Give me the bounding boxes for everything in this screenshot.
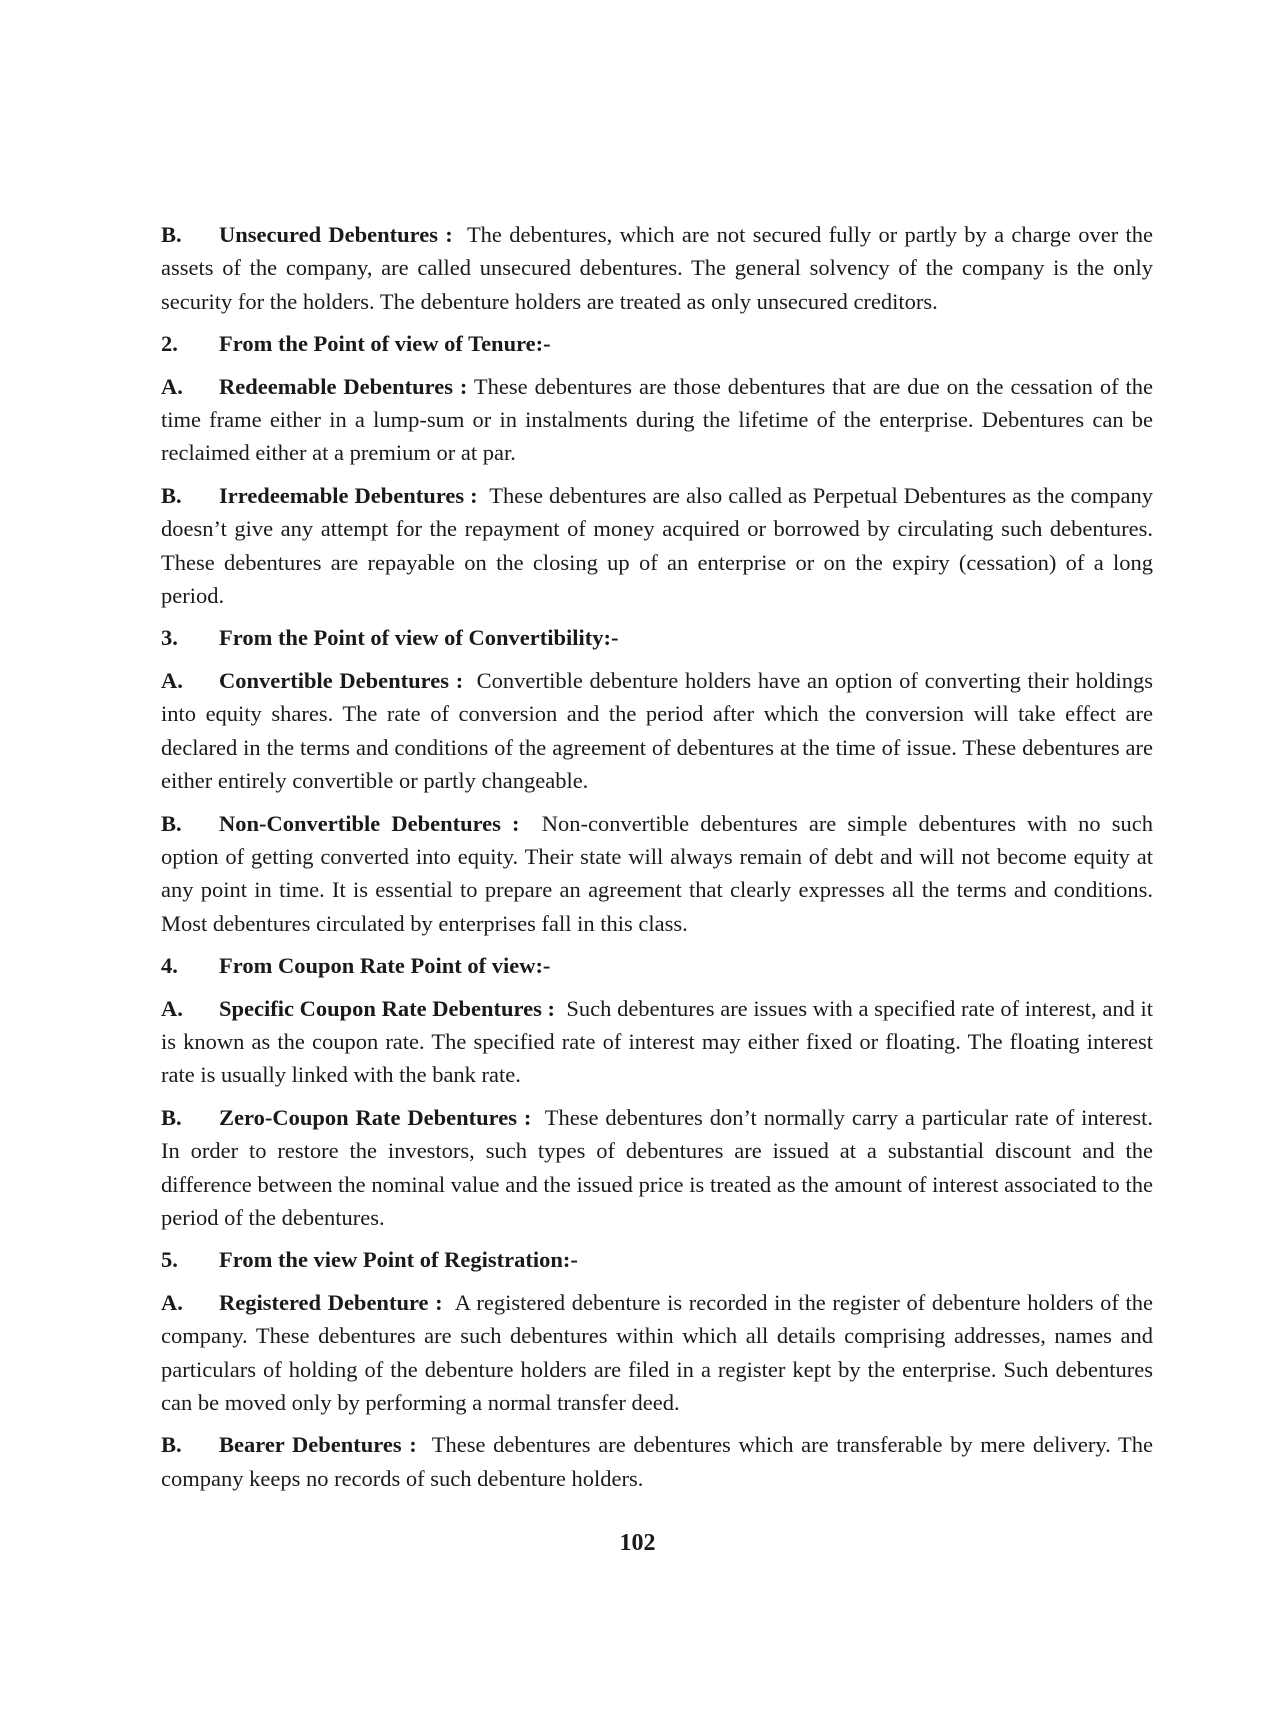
term-heading: Unsecured Debentures : <box>219 222 453 247</box>
term-heading: Registered Debenture : <box>219 1289 443 1315</box>
term-heading: Redeemable Debentures : <box>219 373 468 399</box>
paragraph-text: Convertible debenture holders have an option of converting their holdings into equity shares. The rate of conversion and the period after which the conversion will take effect are declared in the terms and conditions of the agreement of debentures at the time of issue. These debentures are either entirely convertible or partly changeable. <box>161 667 1153 794</box>
paragraph-text: These debentures are debentures which are transferable by mere delivery. The company keeps no records of such debenture holders. <box>161 1432 1154 1491</box>
paragraph-text: Non-convertible debentures are simple debentures with no such option of getting converted into equity. Their state will always remain of debt and will not become equity at any point in time. It is essential to prepare an agreement that clearly expresses all the terms and conditions. Most debentures circulated by enterprises fall in this class. <box>161 810 1153 936</box>
item-label: B. <box>161 810 182 836</box>
term-heading: Convertible Debentures : <box>219 667 464 693</box>
paragraph-redeemable-debentures <box>161 370 1153 470</box>
section-title: From the view Point of Registration:- <box>219 1247 578 1273</box>
paragraph-convertible-debentures <box>161 664 1153 798</box>
paragraph-text: These debentures are those debentures that are due on the cessation of the time frame either in a lump-sum or in instalments during the lifetime of the enterprise. Debentures can be reclaimed either at a premium or at par. <box>161 373 1153 466</box>
section-title: From the Point of view of Tenure:- <box>219 331 551 357</box>
section-number: 2. <box>161 331 178 357</box>
paragraph-specific-coupon-rate-debentures <box>161 992 1153 1092</box>
paragraph-unsecured-debentures <box>161 218 1153 318</box>
term-heading: Irredeemable Debentures : <box>219 482 478 508</box>
paragraph-text: A registered debenture is recorded in the register of debenture holders of the company. These debentures are such debentures within which all details comprising addresses, names and particulars of holding of the debenture holders are filed in a register kept by the enterprise. Such debentures can be moved only by performing a normal transfer deed. <box>161 1289 1153 1415</box>
item-label: A. <box>161 667 183 693</box>
section-heading-coupon-rate <box>161 949 1153 982</box>
paragraph-text: These debentures are also called as Perpetual Debentures as the company doesn’t give any attempt for the repayment of money acquired or borrowed by circulating such debentures. These debentures are repayable on the closing up of an enterprise or on the expiry (cessation) of a long period. <box>161 482 1153 609</box>
item-label: B. <box>161 1104 182 1130</box>
page-body <box>161 218 1153 1504</box>
item-label: A. <box>161 995 183 1021</box>
section-heading-registration <box>161 1243 1153 1276</box>
paragraph-irredeemable-debentures <box>161 479 1153 613</box>
page-number: 102 <box>619 1530 656 1556</box>
section-title: From the Point of view of Convertibility:- <box>219 625 619 651</box>
item-label: B. <box>161 1432 182 1458</box>
section-title: From Coupon Rate Point of view:- <box>219 953 551 979</box>
section-number: 4. <box>161 953 178 979</box>
paragraph-text: These debentures don’t normally carry a particular rate of interest. In order to restore the investors, such types of debentures are issued at a substantial discount and the difference between the nominal value and the issued price is treated as the amount of interest associated to the period of the debentures. <box>161 1104 1153 1230</box>
section-heading-tenure <box>161 327 1153 360</box>
paragraph-text: The debentures, which are not secured fully or partly by a charge over the assets of the company, are called unsecured debentures. The general solvency of the company is the only security for the holders. The debenture holders are treated as only unsecured creditors. <box>161 222 1153 314</box>
paragraph-bearer-debentures <box>161 1428 1153 1495</box>
item-label: A. <box>161 373 183 399</box>
term-heading: Zero-Coupon Rate Debentures : <box>219 1104 532 1130</box>
paragraph-text: Such debentures are issues with a specified rate of interest, and it is known as the coupon rate. The specified rate of interest may either fixed or floating. The floating interest rate is usually linked with the bank rate. <box>161 995 1154 1088</box>
section-number: 5. <box>161 1247 178 1273</box>
term-heading: Non-Convertible Debentures : <box>219 810 520 836</box>
term-heading: Specific Coupon Rate Debentures : <box>219 995 556 1021</box>
paragraph-registered-debenture <box>161 1286 1153 1420</box>
paragraph-non-convertible-debentures <box>161 807 1153 941</box>
term-heading: Bearer Debentures : <box>219 1432 417 1458</box>
item-label: B. <box>161 482 182 508</box>
item-label: B. <box>161 222 182 247</box>
item-label: A. <box>161 1289 183 1315</box>
section-number: 3. <box>161 625 178 651</box>
section-heading-convertibility <box>161 621 1153 654</box>
paragraph-zero-coupon-rate-debentures <box>161 1101 1153 1235</box>
